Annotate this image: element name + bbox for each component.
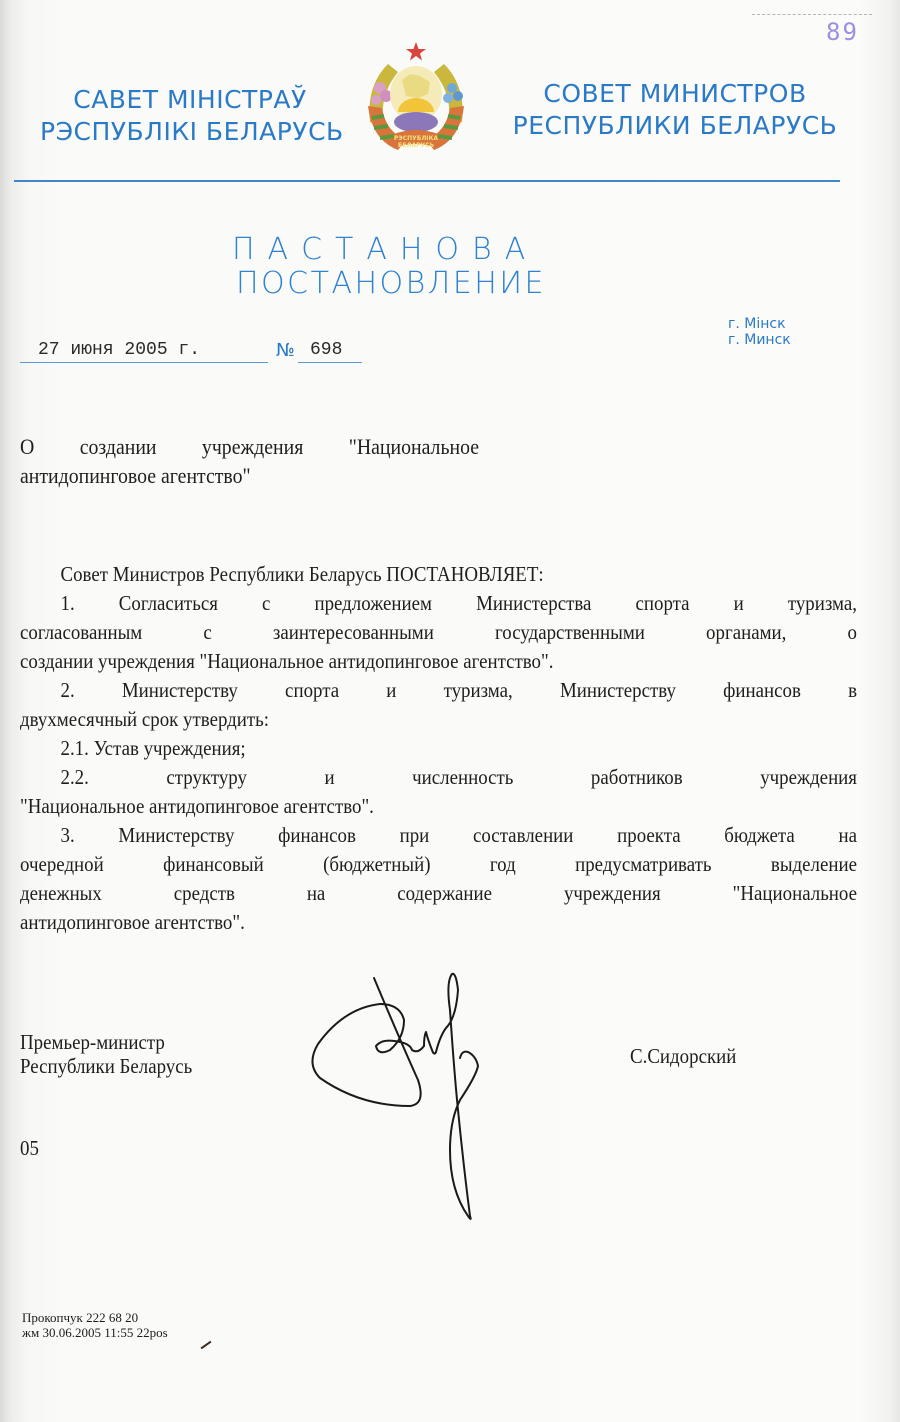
clause-1-line3: создании учреждения "Национальное антидопинговое агентство".: [20, 649, 554, 673]
header-russian-line1: СОВЕТ МИНИСТРОВ: [543, 79, 807, 108]
header-belarusian-line1: САВЕТ МІНІСТРАЎ: [73, 85, 307, 114]
file-info: жм 30.06.2005 11:55 22pos: [22, 1325, 168, 1340]
pen-mark-icon: [201, 1341, 212, 1350]
executor-info: Прокопчук 222 68 20: [22, 1310, 139, 1325]
clause-1-line2: согласованным с заинтересованными государственными органами, о: [20, 620, 857, 644]
header-belarusian: [40, 84, 344, 148]
clause-2-2-line2: "Национальное антидопинговое агентство".: [20, 794, 374, 818]
title-russian: ПОСТАНОВЛЕНИЕ: [236, 266, 546, 301]
header-divider: [14, 180, 840, 182]
signatory-name: С.Сидорский: [630, 1044, 737, 1068]
clause-2-2-line1: 2.2. структуру и численность работников учреждения: [60, 765, 857, 789]
clause-2-line1: 2. Министерству спорта и туризма, Министерству финансов в: [60, 678, 857, 702]
preamble: Совет Министров Республики Беларусь ПОСТАНОВЛЯЕТ:: [60, 562, 544, 586]
subject-line1: О создании учреждения "Национальное: [20, 434, 479, 459]
document-number: 698: [310, 340, 343, 360]
document-date: 27 июня 2005 г.: [38, 340, 201, 360]
emblem-ribbon-line1: РЭСПУБЛІКА: [393, 135, 439, 142]
number-sign: №: [276, 340, 295, 361]
document-index: 05: [20, 1136, 39, 1160]
clause-3-line3: денежных средств на содержание учреждения "Национальное: [20, 881, 857, 905]
emblem-ribbon-line2: БЕЛАРУСЬ: [397, 142, 435, 149]
header-russian-line2: РЕСПУБЛИКИ БЕЛАРУСЬ: [512, 111, 838, 140]
stamp-dashes: [752, 14, 872, 15]
state-emblem-icon: [358, 36, 474, 160]
position-line2: Республики Беларусь: [20, 1054, 193, 1078]
city-russian: г. Минск: [728, 332, 791, 348]
city-belarusian: г. Мінск: [728, 316, 786, 332]
clause-3-line2: очередной финансовый (бюджетный) год предусматривать выделение: [20, 852, 857, 876]
signatory-position: [20, 1030, 192, 1078]
clause-3-line4: антидопинговое агентство".: [20, 910, 245, 934]
clause-2-line2: двухмесячный срок утвердить:: [20, 707, 270, 731]
position-line1: Премьер-министр: [20, 1030, 165, 1054]
title-belarusian: ПАСТАНОВА: [232, 232, 539, 267]
header-belarusian-line2: РЭСПУБЛІКІ БЕЛАРУСЬ: [40, 117, 344, 146]
page-number-stamp: 89: [826, 18, 859, 46]
number-underline: [298, 362, 362, 363]
clause-1-line1: 1. Согласиться с предложением Министерства спорта и туризма,: [60, 591, 857, 615]
clause-3-line1: 3. Министерству финансов при составлении проекта бюджета на: [60, 823, 857, 847]
subject: [20, 432, 479, 490]
resolution-body: [20, 560, 857, 937]
subject-line2: антидопинговое агентство": [20, 463, 251, 488]
clause-2-1: 2.1. Устав учреждения;: [60, 736, 246, 760]
header-russian: [510, 78, 840, 142]
handwritten-signature-icon: [300, 970, 550, 1240]
date-underline: [20, 362, 268, 363]
